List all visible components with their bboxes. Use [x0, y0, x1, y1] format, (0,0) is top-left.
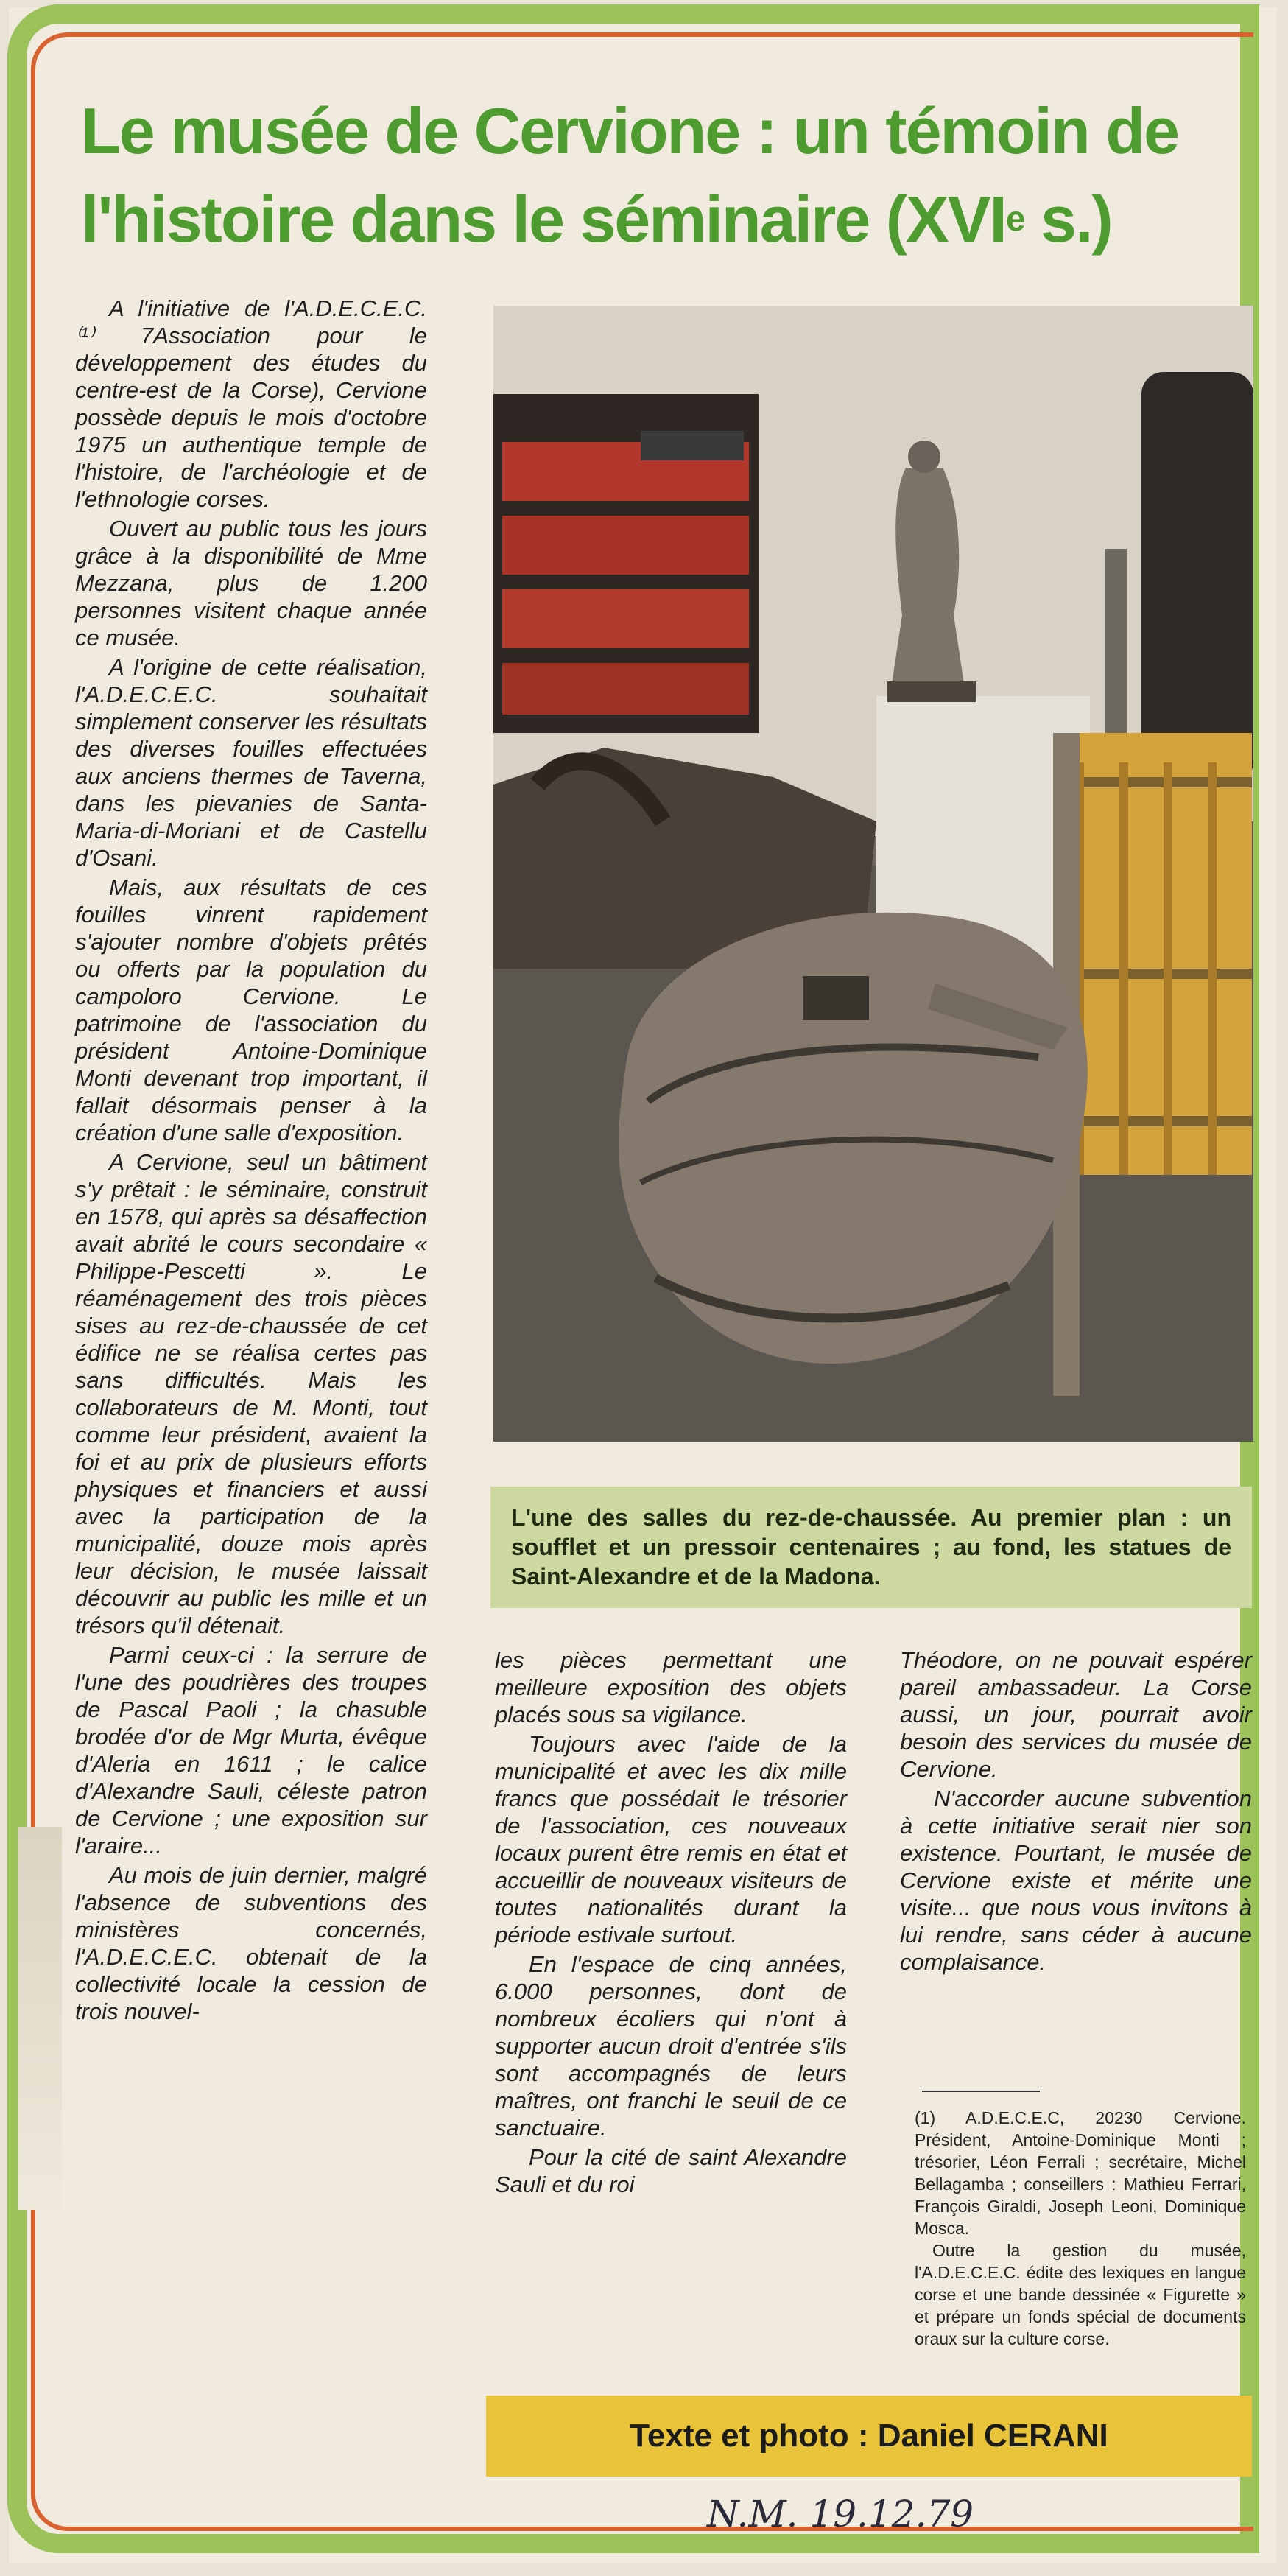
paragraph: Parmi ceux-ci : la serrure de l'une des poudrières des troupes de Pascal Paoli ; la chasuble brodée d'or de Mgr Murta, évêque d'Aleria en 1611 ; le calice d'Alexandre Sauli, céleste patron de Cervione ; une exposition sur l'araire... [75, 1642, 427, 1859]
paragraph: A l'initiative de l'A.D.E.C.E.C. ⁽¹⁾ 7Association pour le développement des études du centre-est de la Corse), Cervione possède depuis le mois d'octobre 1975 un authentique temple de l'histoire, de l'archéologie et de l'ethnologie corses. [75, 295, 427, 512]
text-column-1 [75, 295, 427, 2027]
photo-credit: Texte et photo : Daniel CERANI [486, 2396, 1252, 2477]
paragraph: les pièces permettant une meilleure exposition des objets placés sous sa vigilance. [495, 1647, 847, 1727]
handwritten-date: N.M. 19.12.79 [707, 2493, 974, 2535]
paragraph: En l'espace de cinq années, 6.000 personnes, dont de nombreux écoliers qui n'ont à supporter aucun droit d'entrée s'ils sont accompagnés de leurs maîtres, ont franchi le seuil de ce sanctuaire. [495, 1951, 847, 2141]
title-main: Le musée de Cervione : un témoin de l'histoire dans le séminaire (XVI [81, 94, 1178, 256]
paragraph: Au mois de juin dernier, malgré l'absence de subventions des ministères concernés, l'A.D.E.C.E.C. obtenait de la collectivité locale la cession de trois nouvel- [75, 1862, 427, 2024]
article-title [81, 87, 1245, 264]
footnote-paragraph: (1) A.D.E.C.E.C, 20230 Cervione. Président, Antoine-Dominique Monti ; trésorier, Léon Ferrali ; secrétaire, Michel Bellagamba ; conseillers : Mathieu Ferrari, François Giraldi, Joseph Leoni, Dominique Mosca. [915, 2108, 1246, 2238]
text-column-3 [900, 1646, 1252, 1978]
paragraph: A Cervione, seul un bâtiment s'y prêtait : le séminaire, construit en 1578, qui après sa désaffection avait abrité le cours secondaire « Philippe-Pescetti ». Le réaménagement des trois pièces sises au rez-de-chaussée de cet édifice ne se réalisa certes pas sans difficultés. Mais les collaborateurs de M. Monti, tout comme leur président, avaient la foi et au prix de plusieurs efforts physiques et financiers et aussi avec la participation de la municipalité, douze mois après leur décision, le musée laissait découvrir au public les mille et un trésors qu'il détenait. [75, 1149, 427, 1638]
paper-stain [18, 1827, 62, 2210]
paragraph: Théodore, on ne pouvait espérer pareil ambassadeur. La Corse aussi, un jour, pourrait avoir besoin des services du musée de Cervione. [900, 1647, 1252, 1782]
museum-room-illustration [493, 306, 1253, 1442]
paragraph: A l'origine de cette réalisation, l'A.D.E.C.E.C. souhaitait simplement conserver les résultats des diverses fouilles effectuées aux anciens thermes de Taverna, dans les pievanies de Santa-Maria-di-Moriani et de Castellu d'Osani. [75, 654, 427, 871]
paragraph: Toujours avec l'aide de la municipalité et avec les dix mille francs que possédait le trésorier de l'association, ces nouveaux locaux purent être remis en état et accueillir de nouveaux visiteurs de toutes nationalités durant la période estivale surtout. [495, 1731, 847, 1948]
paragraph: Pour la cité de saint Alexandre Sauli et du roi [495, 2144, 847, 2197]
paragraph: Mais, aux résultats de ces fouilles vinrent rapidement s'ajouter nombre d'objets prêtés ou offerts par la population du campoloro Cervione. Le patrimoine de l'association du président Antoine-Dominique Monti devenant trop important, il fallait désormais penser à la création d'une salle d'exposition. [75, 874, 427, 1145]
footnote-paragraph: Outre la gestion du musée, l'A.D.E.C.E.C. édite des lexiques en langue corse et une bande dessinée « Figurette » et prépare un fonds spécial de documents oraux sur la culture corse. [915, 2241, 1246, 2348]
museum-photo [493, 306, 1253, 1442]
footnote-divider [922, 2091, 1040, 2092]
footnote [915, 2107, 1246, 2350]
text-column-2 [495, 1646, 847, 2200]
paragraph: N'accorder aucune subvention à cette initiative serait nier son existence. Pourtant, le musée de Cervione existe et mérite une visite... que nous vous invitons à lui rendre, sans céder à aucune complaisance. [900, 1786, 1252, 1975]
photo-caption: L'une des salles du rez-de-chaussée. Au premier plan : un soufflet et un pressoir centenaires ; au fond, les statues de Saint-Alexandre et de la Madona. [490, 1487, 1252, 1608]
paragraph: Ouvert au public tous les jours grâce à la disponibilité de Mme Mezzana, plus de 1.200 personnes visitent chaque année ce musée. [75, 516, 427, 650]
title-end: s.) [1024, 183, 1112, 256]
title-superscript: e [1005, 200, 1024, 239]
